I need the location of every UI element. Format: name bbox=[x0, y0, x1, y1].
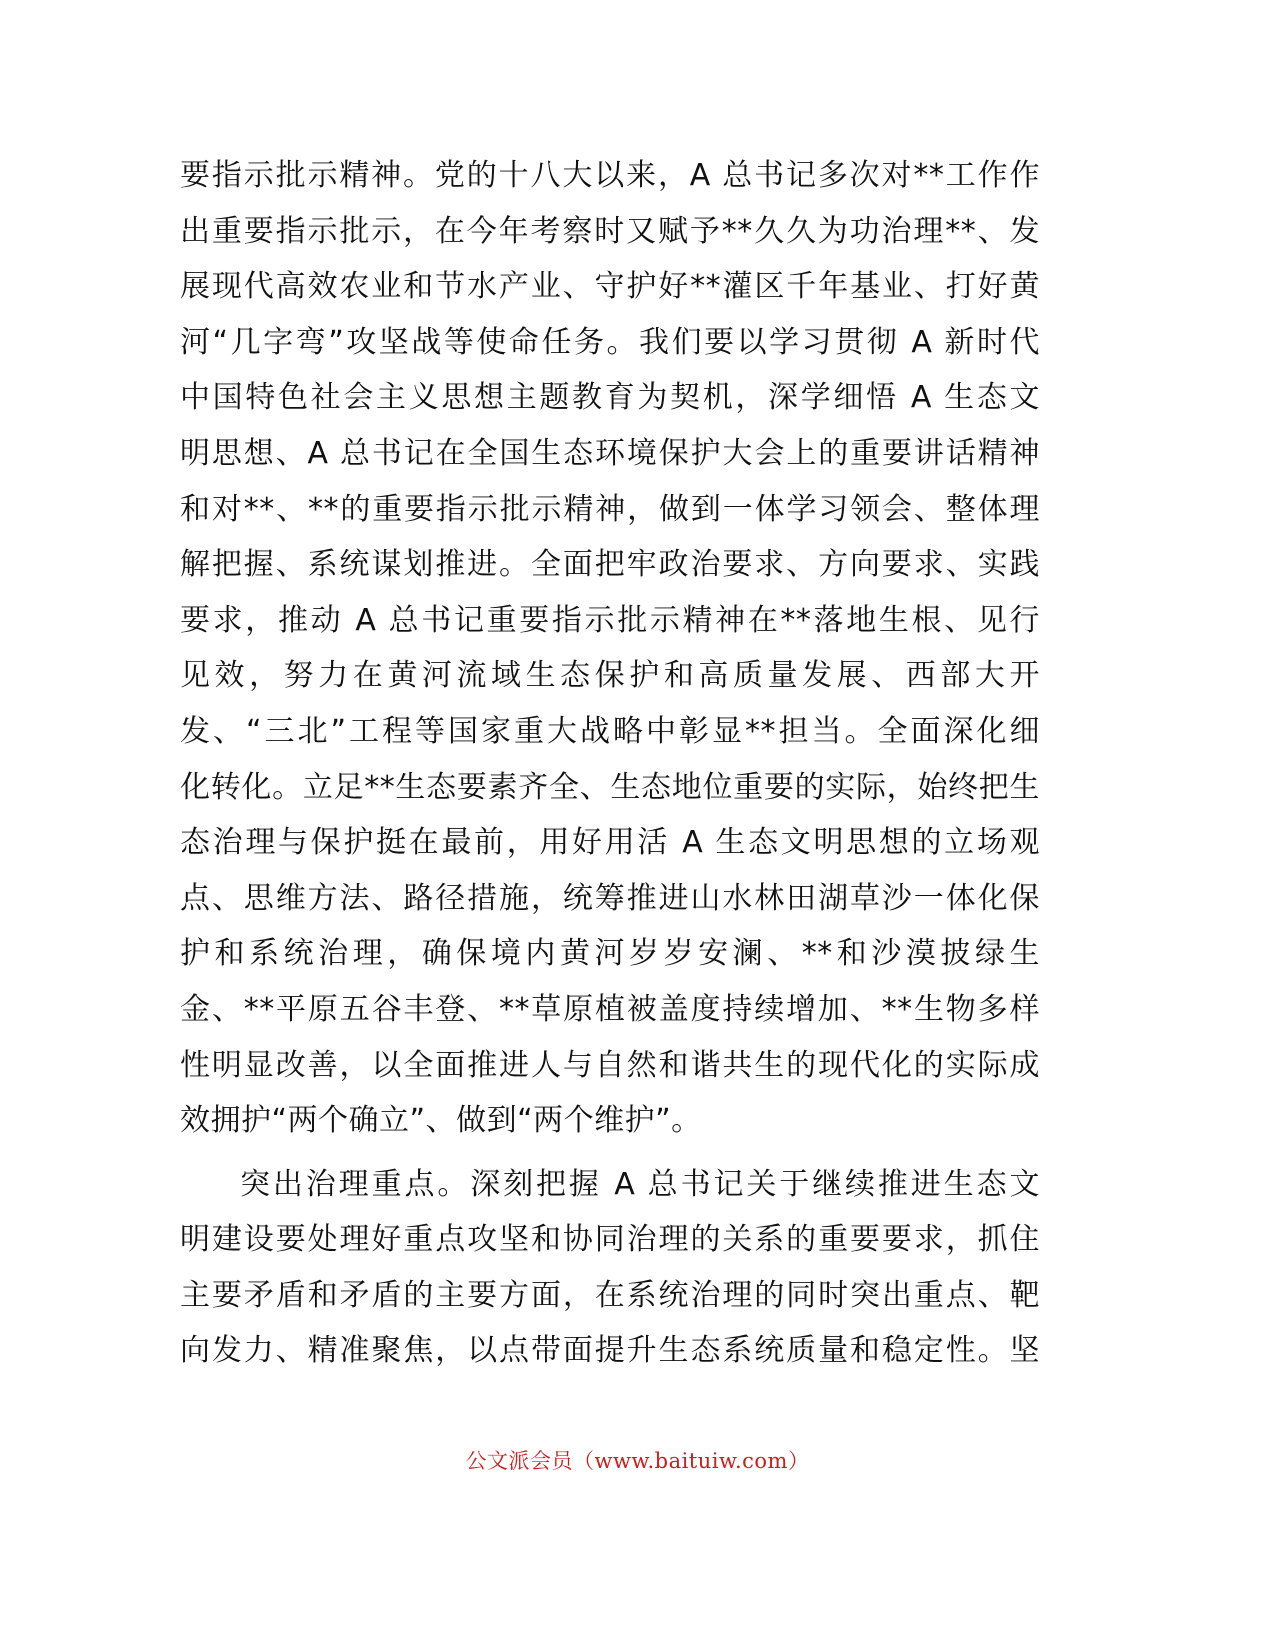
text-line: 展现代高效农业和节水产业、守护好**灌区千年基业、打好黄 bbox=[180, 269, 1040, 305]
paragraph-2 bbox=[180, 1157, 1040, 1379]
text-line: 中国特色社会主义思想主题教育为契机，深学细悟 A 生态文 bbox=[180, 380, 1040, 416]
text-line: 明建设要处理好重点攻坚和协同治理的关系的重要要求，抓住 bbox=[180, 1222, 1040, 1258]
text-line: 态治理与保护挺在最前，用好用活 A 生态文明思想的立场观 bbox=[180, 825, 1040, 861]
document-body bbox=[180, 148, 1040, 1379]
footer-watermark: 公文派会员（www.baituiw.com） bbox=[465, 1449, 810, 1473]
text-line: 性明显改善，以全面推进人与自然和谐共生的现代化的实际成 bbox=[180, 1047, 1040, 1083]
text-line: 要求，推动 A 总书记重要指示批示精神在**落地生根、见行 bbox=[180, 602, 1040, 638]
text-line: 明思想、A 总书记在全国生态环境保护大会上的重要讲话精神 bbox=[180, 435, 1040, 471]
text-line: 出重要指示批示，在今年考察时又赋予**久久为功治理**、发 bbox=[180, 213, 1040, 249]
text-line: 效拥护“两个确立”、做到“两个维护”。 bbox=[180, 1103, 702, 1139]
text-line: 解把握、系统谋划推进。全面把牢政治要求、方向要求、实践 bbox=[180, 547, 1040, 583]
text-line: 要指示批示精神。党的十八大以来，A 总书记多次对**工作作 bbox=[180, 158, 1040, 193]
text-line: 发、“三北”工程等国家重大战略中彰显**担当。全面深化细 bbox=[180, 713, 1040, 749]
text-line: 向发力、精准聚焦，以点带面提升生态系统质量和稳定性。坚 bbox=[180, 1333, 1040, 1369]
paragraph-spacer bbox=[180, 1149, 1040, 1157]
text-line: 河“几字弯”攻坚战等使命任务。我们要以学习贯彻 A 新时代 bbox=[180, 324, 1040, 360]
text-line: 护和系统治理，确保境内黄河岁岁安澜、**和沙漠披绿生 bbox=[180, 936, 1040, 972]
text-line: 金、**平原五谷丰登、**草原植被盖度持续增加、**生物多样 bbox=[180, 991, 1040, 1027]
paragraph-1 bbox=[180, 148, 1040, 1149]
text-line: 主要矛盾和矛盾的主要方面，在系统治理的同时突出重点、靶 bbox=[180, 1277, 1040, 1313]
text-line: 见效，努力在黄河流域生态保护和高质量发展、西部大开 bbox=[180, 658, 1040, 694]
text-line: 突出治理重点。深刻把握 A 总书记关于继续推进生态文 bbox=[240, 1166, 1040, 1202]
text-line: 和对**、**的重要指示批示精神，做到一体学习领会、整体理 bbox=[180, 491, 1040, 527]
text-line: 点、思维方法、路径措施，统筹推进山水林田湖草沙一体化保 bbox=[180, 880, 1040, 916]
text-line: 化转化。立足**生态要素齐全、生态地位重要的实际，始终把生 bbox=[180, 769, 1040, 805]
